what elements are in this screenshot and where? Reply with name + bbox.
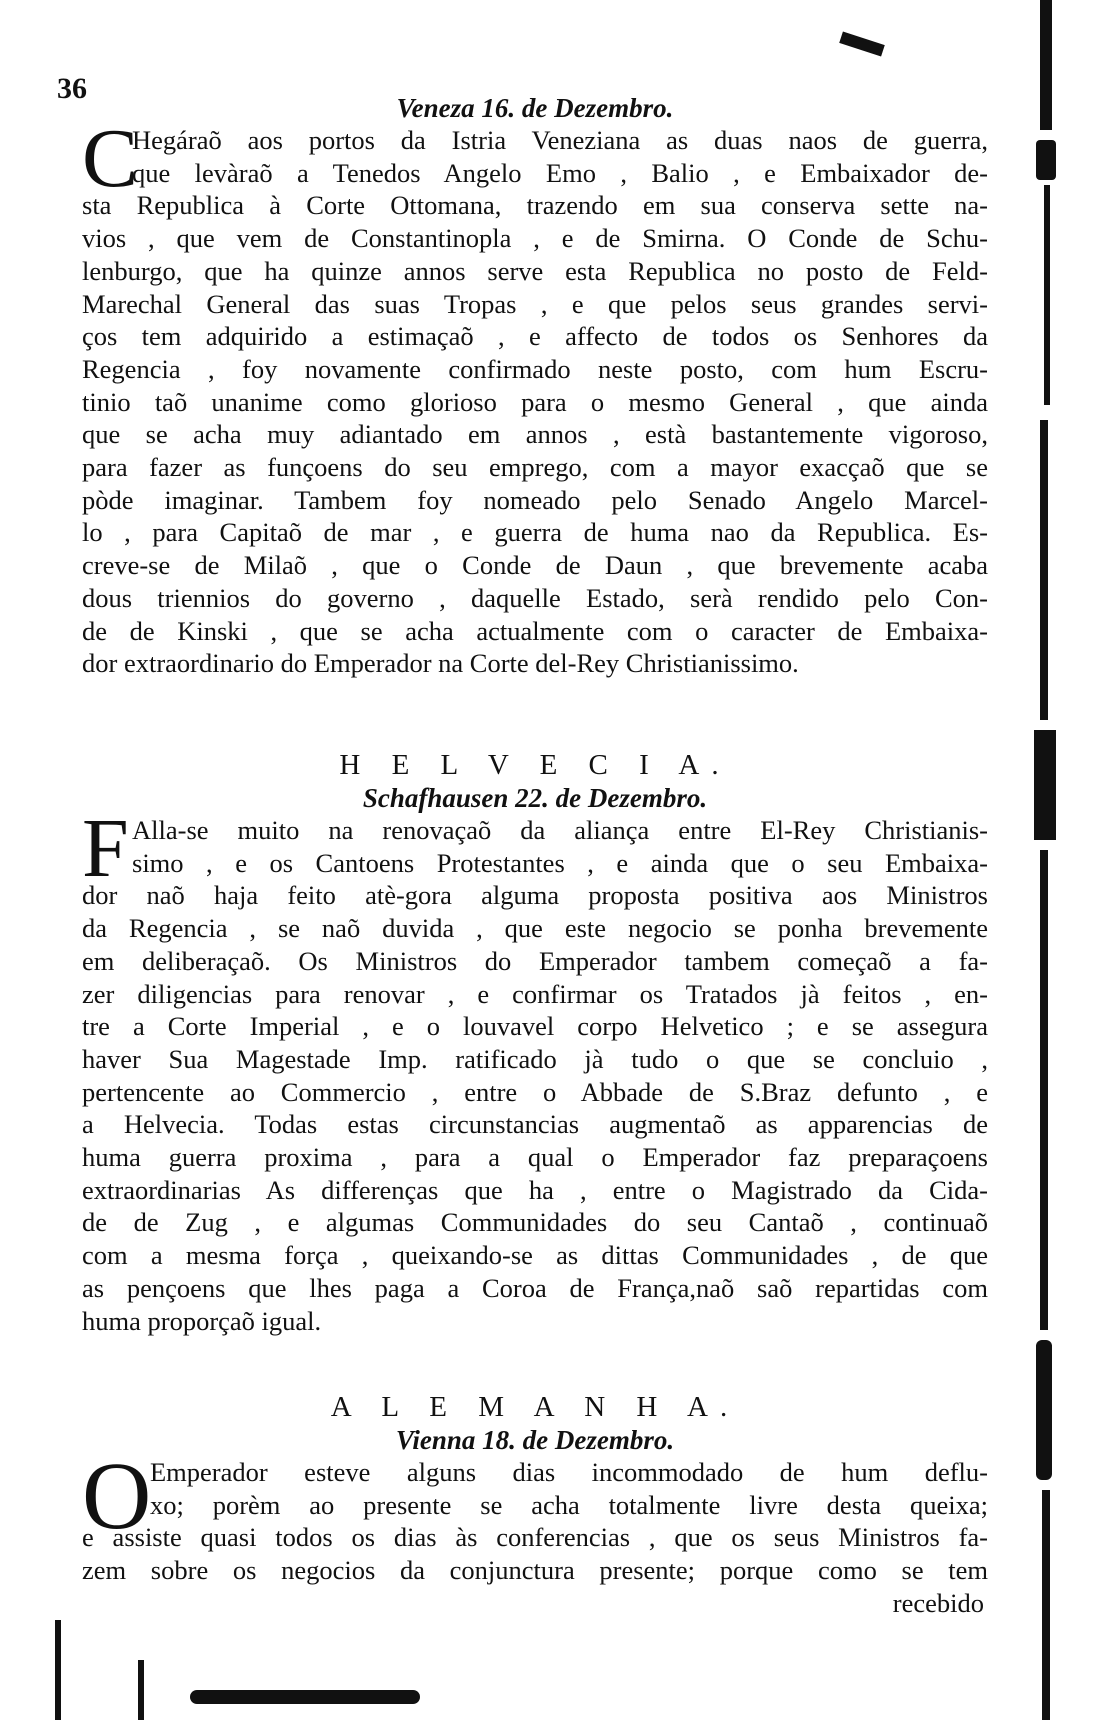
text-line: de de Kinski , que se acha actualmente com o caracter de Embaixa- — [82, 615, 988, 646]
scan-mark — [1034, 730, 1056, 840]
drop-cap: F — [82, 802, 129, 895]
text-line: de de Zug , e algumas Communidades do seu Cantaõ , continuaõ — [82, 1207, 988, 1238]
text-line: Hegáraõ aos portos da Istria Veneziana as duas naos de guerra, — [132, 125, 988, 155]
text-line: pertencente ao Commercio , entre o Abbade de S.Braz defunto , e — [82, 1076, 988, 1107]
scan-mark — [1040, 0, 1052, 130]
text-line: e assiste quasi todos os dias às conferencias , que os seus Ministros fa- — [82, 1522, 988, 1553]
text-line: xo; porèm ao presente se acha totalmente livre desta queixa; — [150, 1489, 988, 1520]
section-title: H E L V E C I A. — [339, 749, 731, 781]
text-line: a Helvecia. Todas estas circunstancias augmentaõ as apparencias de — [82, 1109, 988, 1140]
text-line: com a mesma força , queixando-se as dittas Communidades , de que — [82, 1240, 988, 1271]
dateline: Vienna 18. de Dezembro. — [395, 1425, 675, 1455]
text-line: dor naõ haja feito atè-gora alguma proposta positiva aos Ministros — [82, 880, 988, 911]
section-title: A L E M A N H A. — [330, 1391, 740, 1423]
dateline: Schafhausen 22. de Dezembro. — [362, 783, 708, 813]
section-alemanha — [82, 1390, 988, 1620]
text-line: que levàraõ a Tenedos Angelo Emo , Balio , e Embaixador de- — [132, 157, 988, 188]
text-line: creve-se de Milaõ , que o Conde de Daun , que brevemente acaba — [82, 550, 988, 581]
scan-mark — [1040, 420, 1048, 720]
text-line: Marechal General das suas Tropas , e que pelos seus grandes servi- — [82, 288, 988, 319]
scan-mark — [1040, 850, 1048, 1330]
section-veneza — [82, 92, 988, 680]
text-line: lenburgo, que ha quinze annos serve esta Republica no posto de Feld- — [82, 255, 988, 286]
dateline: Veneza 16. de Dezembro. — [396, 93, 674, 123]
text-line: dous triennios do governo , daquelle Estado, serà rendido pelo Con- — [82, 582, 988, 613]
text-line: lo , para Capitaõ de mar , e guerra de huma nao da Republica. Es- — [82, 517, 988, 548]
scan-mark — [190, 1690, 420, 1704]
text-line: ços tem adquirido a estimaçaõ , e affecto de todos os Senhores da — [82, 321, 988, 352]
text-line: vios , que vem de Constantinopla , e de Smirna. O Conde de Schu- — [82, 223, 988, 254]
text-line: zer diligencias para renovar , e confirmar os Tratados jà feitos , en- — [82, 978, 988, 1009]
section-helvecia — [82, 748, 988, 1337]
text-line: haver Sua Magestade Imp. ratificado jà tudo o que se concluio , — [82, 1043, 988, 1074]
scan-mark — [1036, 1340, 1052, 1480]
paragraph — [82, 802, 988, 1337]
text-line: Regencia , foy novamente confirmado neste posto, com hum Escru- — [82, 353, 988, 384]
catchword: recebido — [892, 1587, 984, 1618]
text-line: as pençoens que lhes paga a Coroa de França,naõ saõ repartidas com — [82, 1272, 988, 1303]
text-line: huma proporçaõ igual. — [82, 1305, 322, 1336]
text-line: em deliberaçaõ. Os Ministros do Emperador tambem começaõ a fa- — [82, 945, 988, 976]
scan-mark — [1036, 140, 1056, 180]
paragraph — [82, 112, 988, 680]
text-line: pòde imaginar. Tambem foy nomeado pelo Senado Angelo Marcel- — [82, 484, 988, 515]
drop-cap: C — [82, 112, 139, 205]
drop-cap: O — [82, 1442, 152, 1549]
scan-mark — [839, 31, 885, 56]
text-line: huma guerra proxima , para a qual o Emperador faz preparaçoens — [82, 1142, 988, 1173]
page-number: 36 — [57, 72, 87, 105]
paragraph — [82, 1442, 988, 1587]
text-line: simo , e os Cantoens Protestantes , e ainda que o seu Embaixa- — [132, 847, 988, 878]
scan-mark — [138, 1660, 144, 1720]
scan-mark — [1044, 185, 1050, 405]
text-line: dor extraordinario do Emperador na Corte del-Rey Christianissimo. — [82, 648, 799, 679]
scan-mark — [1042, 1490, 1050, 1720]
text-line: tre a Corte Imperial , e o louvavel corpo Helvetico ; e se assegura — [82, 1011, 988, 1042]
text-line: zem sobre os negocios da conjunctura presente; porque como se tem — [82, 1555, 988, 1586]
scan-mark — [55, 1620, 61, 1720]
text-line: Emperador esteve alguns dias incommodado de hum deflu- — [150, 1457, 988, 1487]
text-line: que se acha muy adiantado em annos , està bastantemente vigoroso, — [82, 419, 988, 450]
text-line: para fazer as funçoens do seu emprego, com a mayor exacçaõ que se — [82, 452, 988, 483]
text-line: Alla-se muito na renovaçaõ da aliança entre El-Rey Christianis- — [132, 815, 988, 845]
text-line: tinio taõ unanime como glorioso para o mesmo General , que ainda — [82, 386, 988, 417]
text-line: da Regencia , se naõ duvida , que este negocio se ponha brevemente — [82, 913, 988, 944]
text-line: sta Republica à Corte Ottomana, trazendo em sua conserva sette na- — [82, 190, 988, 221]
text-line: extraordinarias As differenças que ha , entre o Magistrado da Cida- — [82, 1174, 988, 1205]
